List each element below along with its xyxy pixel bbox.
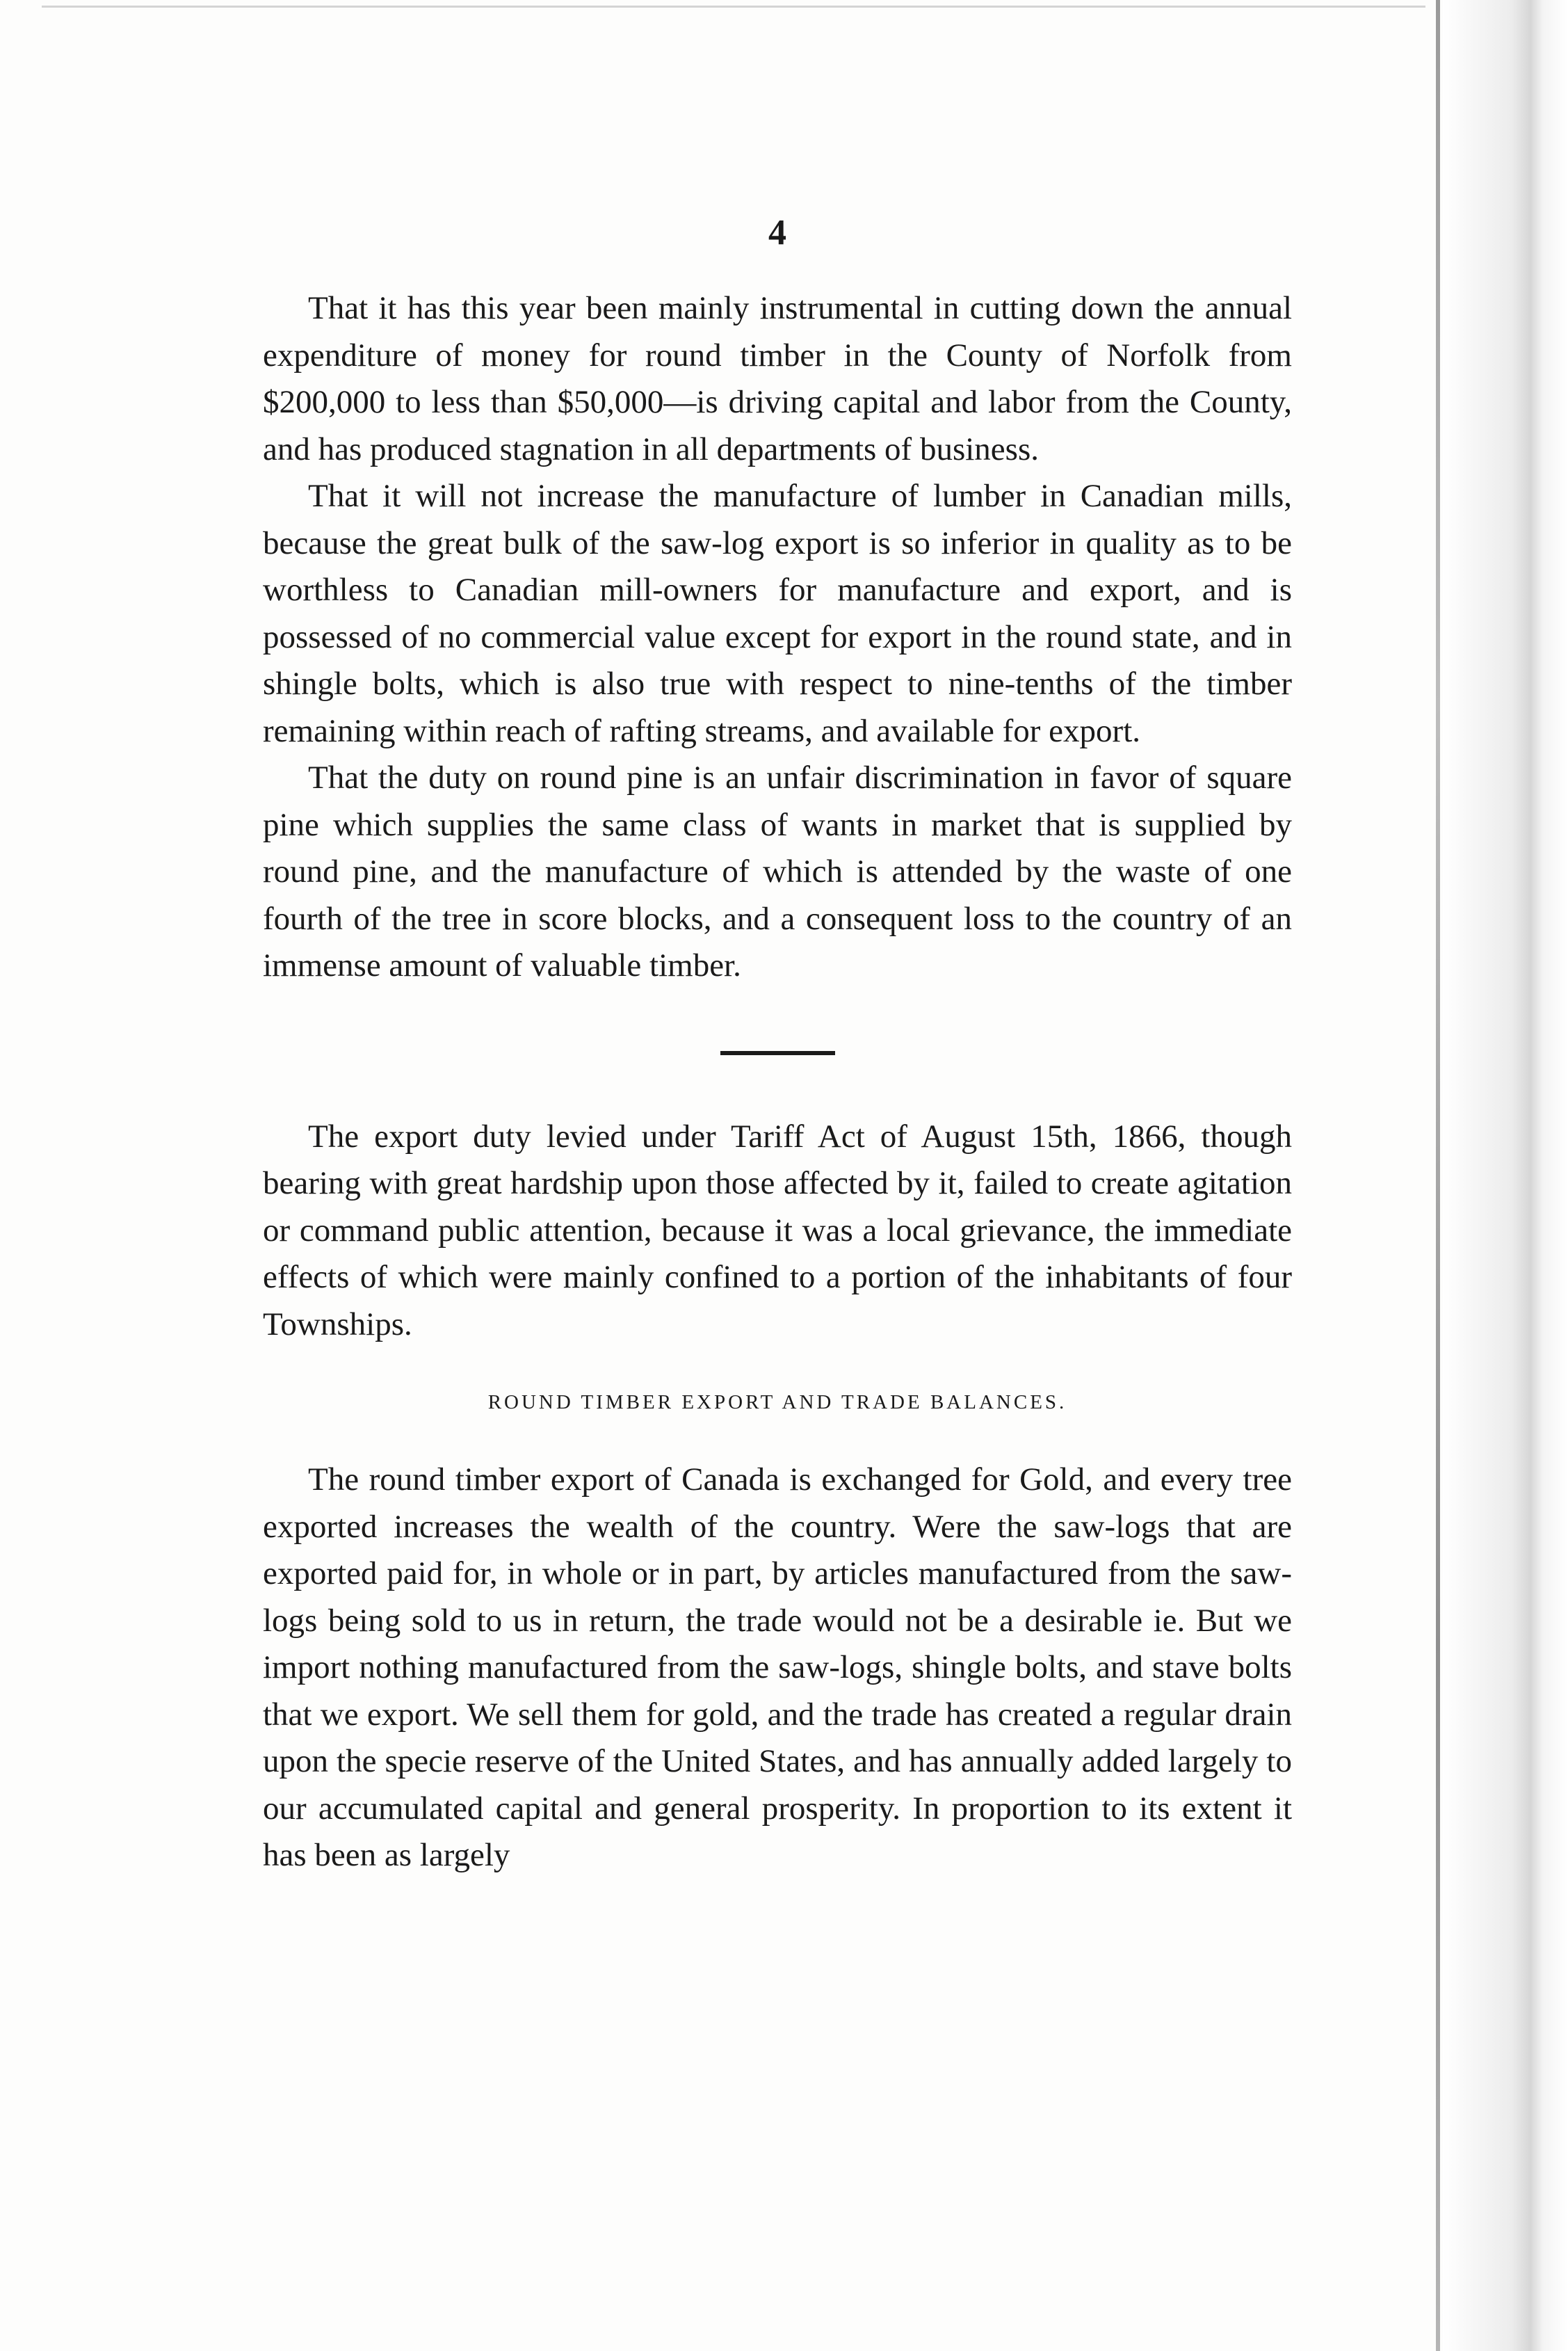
paragraph-round-timber-export: The round timber export of Canada is exchanged for Gold, and every tree exported increases the wealth of the country. Were the saw-logs that are exported paid for, in whole or in part, by articles manufactured from the saw-logs being sold to us in return, the trade would not be a desirable ie. But we import nothing manufactured from the saw-logs, shingle bolts, and stave bolts that we export. We sell them for gold, and the trade has created a regular drain upon the specie reserve of the United States, and has annually added largely to our accumulated capital and general prosperity. In proportion to its extent it has been as largely: [263, 1461, 1292, 1873]
top-edge-line: [42, 6, 1425, 8]
page-right-edge: [1443, 0, 1568, 2351]
page-number: 4: [768, 213, 786, 252]
paragraph-tariff-act: The export duty levied under Tariff Act of August 15th, 1866, though bearing with great hardship upon those affected by it, failed to create agitation or command public attention, because it was a local grievance, the immediate effects of which were mainly confined to a portion of the inhabitants of four Townships.: [263, 1118, 1292, 1342]
document-body: [263, 209, 1292, 1879]
section-divider-rule: [720, 1051, 835, 1055]
binding-edge-line: [1436, 0, 1440, 2351]
paragraph-square-pine: That the duty on round pine is an unfair discrimination in favor of square pine which supplies the same class of wants in market that is supplied by round pine, and the manufacture of which is attended by the waste of one fourth of the tree in score blocks, and a consequent loss to the country of an immense amount of valuable timber.: [263, 760, 1292, 984]
section-heading: ROUND TIMBER EXPORT AND TRADE BALANCES.: [487, 1391, 1067, 1413]
paragraph-canadian-mills: That it will not increase the manufacture of lumber in Canadian mills, because the great bulk of the saw-log export is so inferior in quality as to be worthless to Canadian mill-owners for manufacture and export, and is possessed of no commercial value except for export in the round state, and in shingle bolts, which is also true with respect to nine-tenths of the timber remaining within reach of rafting streams, and available for export.: [263, 478, 1292, 749]
paragraph-norfolk: That it has this year been mainly instrumental in cutting down the annual expenditure of money for round timber in the County of Norfolk from $200,000 to less than $50,000—is driving capital and labor from the County, and has produced stagnation in all departments of business.: [263, 290, 1292, 467]
